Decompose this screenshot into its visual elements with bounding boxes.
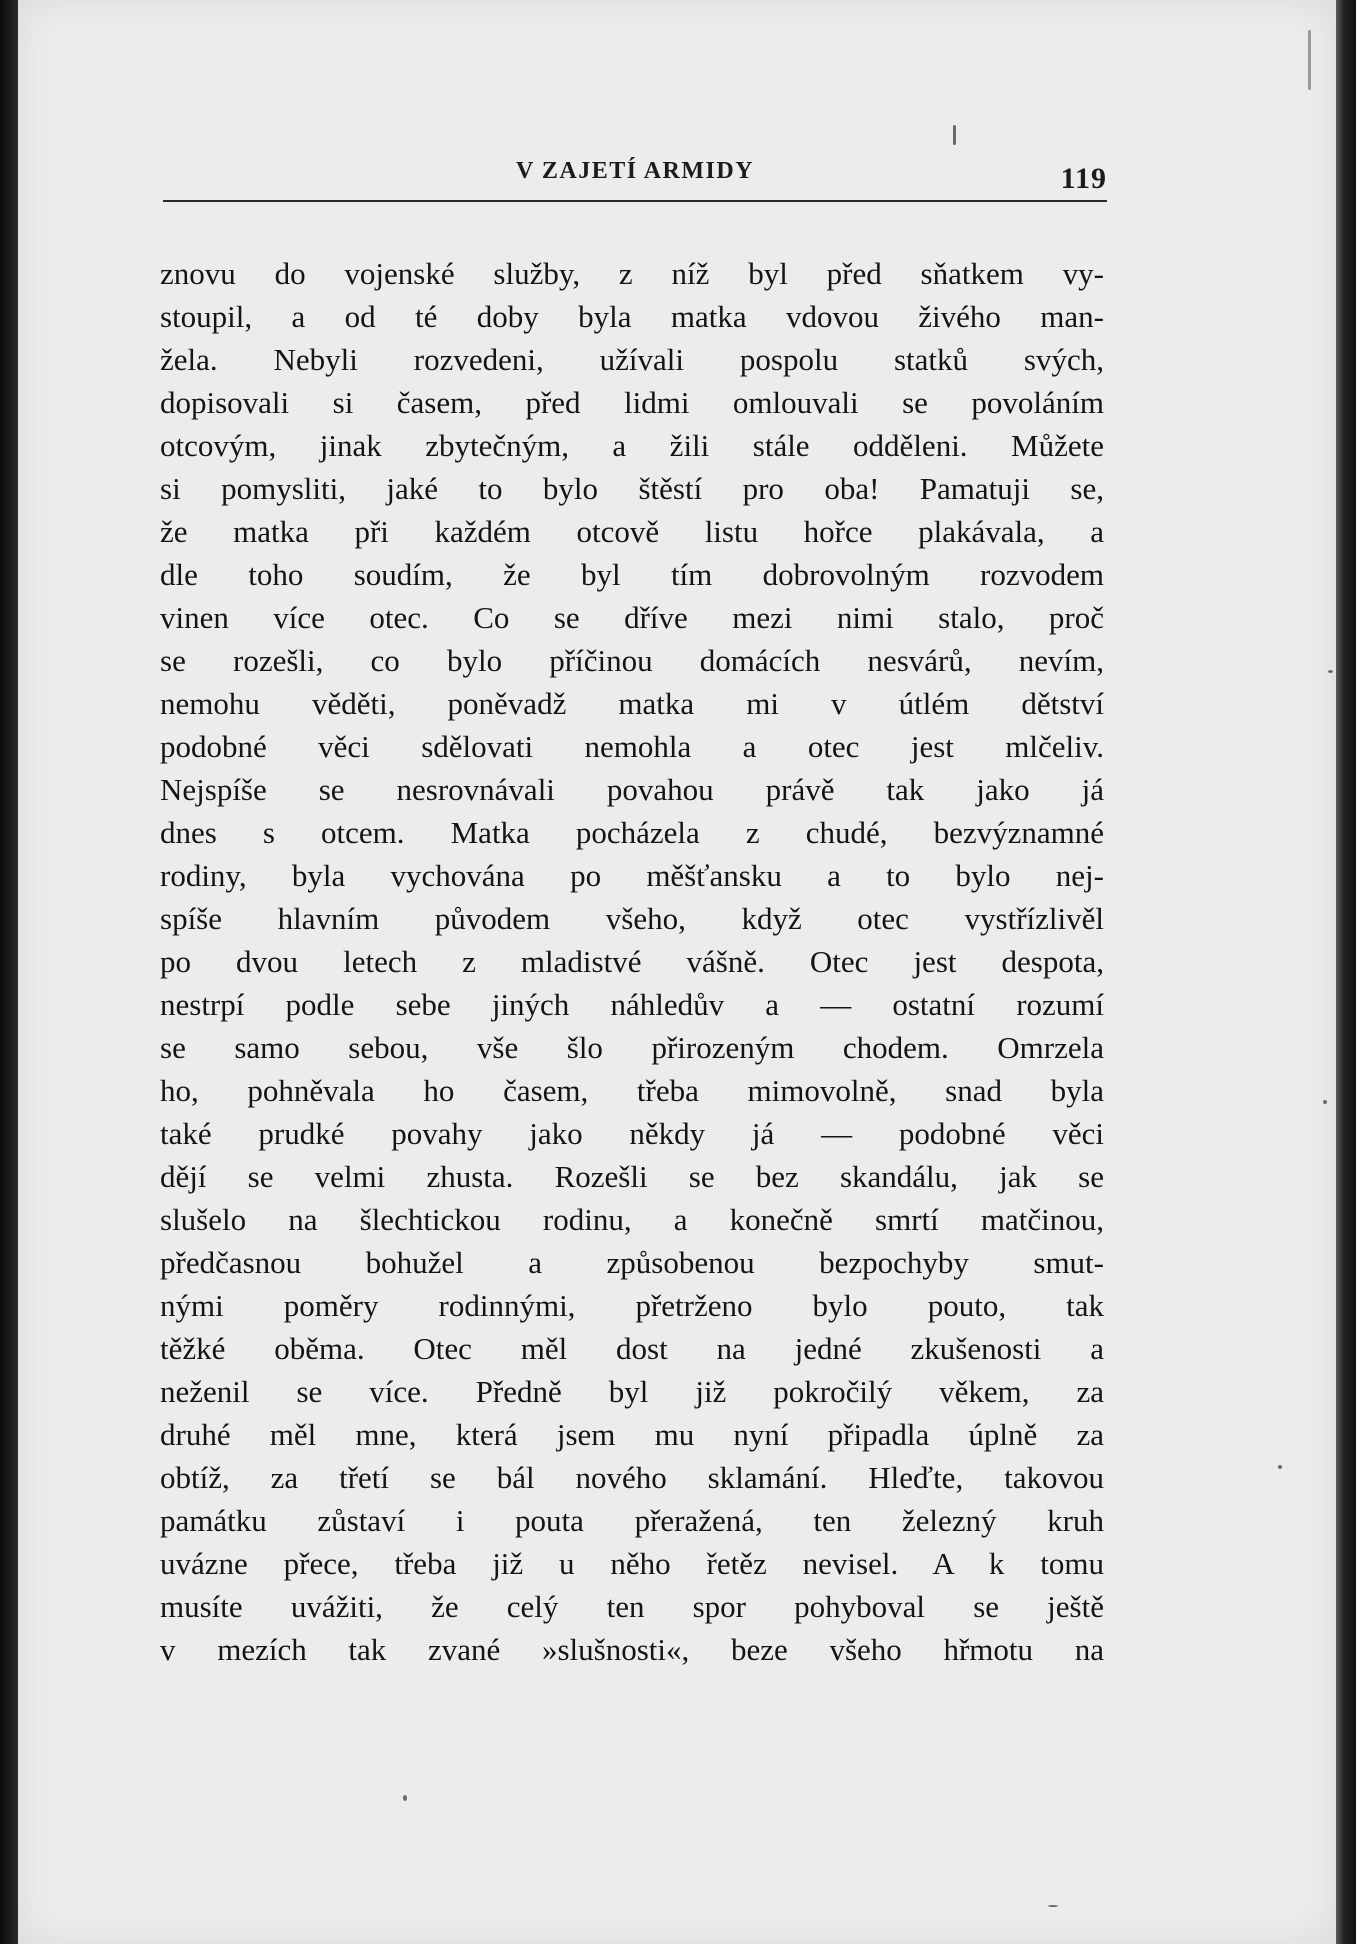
text-line: nestrpí podle sebe jiných náhledův a — ostatní rozumí bbox=[160, 987, 1104, 1022]
text-line: obtíž, za třetí se bál nového sklamání. Hleďte, takovou bbox=[160, 1460, 1104, 1495]
text-line: nými poměry rodinnými, přetrženo bylo pouto, tak bbox=[160, 1288, 1104, 1323]
text-line: rodiny, byla vychována po měšťansku a to bylo nej- bbox=[160, 858, 1104, 893]
text-line: památku zůstaví i pouta přeražená, ten železný kruh bbox=[160, 1503, 1104, 1538]
text-line: že matka při každém otcově listu hořce plakávala, a bbox=[160, 514, 1104, 549]
text-line: těžké oběma. Otec měl dost na jedné zkušenosti a bbox=[160, 1331, 1104, 1366]
body-text bbox=[160, 252, 1104, 1671]
paper-speck bbox=[1308, 30, 1311, 90]
text-line: uvázne přece, třeba již u něho řetěz nevisel. A k tomu bbox=[160, 1546, 1104, 1581]
text-line: neženil se více. Předně byl již pokročilý věkem, za bbox=[160, 1374, 1104, 1409]
text-line: dějí se velmi zhusta. Rozešli se bez skandálu, jak se bbox=[160, 1159, 1104, 1194]
text-line: musíte uvážiti, že celý ten spor pohyboval se ještě bbox=[160, 1589, 1104, 1624]
text-line: Nejspíše se nesrovnávali povahou právě tak jako já bbox=[160, 772, 1104, 807]
text-line: předčasnou bohužel a způsobenou bezpochyby smut- bbox=[160, 1245, 1104, 1280]
header-rule bbox=[163, 200, 1107, 202]
text-line: otcovým, jinak zbytečným, a žili stále odděleni. Můžete bbox=[160, 428, 1104, 463]
text-line: si pomysliti, jaké to bylo štěstí pro oba! Pamatuji se, bbox=[160, 471, 1104, 506]
text-line: dopisovali si časem, před lidmi omlouvali se povoláním bbox=[160, 385, 1104, 420]
text-line: stoupil, a od té doby byla matka vdovou živého man- bbox=[160, 299, 1104, 334]
text-line: se samo sebou, vše šlo přirozeným chodem. Omrzela bbox=[160, 1030, 1104, 1065]
paper-speck bbox=[1048, 1905, 1058, 1907]
text-line: druhé měl mne, která jsem mu nyní připadla úplně za bbox=[160, 1417, 1104, 1452]
text-line: v mezích tak zvané »slušnosti«, beze všeho hřmotu na bbox=[160, 1632, 1104, 1667]
text-line: spíše hlavním původem všeho, když otec vystřízlivěl bbox=[160, 901, 1104, 936]
page-number: 119 bbox=[1060, 162, 1107, 195]
text-line: dnes s otcem. Matka pocházela z chudé, bezvýznamné bbox=[160, 815, 1104, 850]
paper-speck bbox=[1328, 670, 1333, 673]
text-line: vinen více otec. Co se dříve mezi nimi stalo, proč bbox=[160, 600, 1104, 635]
text-line: nemohu věděti, poněvadž matka mi v útlém dětství bbox=[160, 686, 1104, 721]
text-line: po dvou letech z mladistvé vášně. Otec jest despota, bbox=[160, 944, 1104, 979]
paper-speck bbox=[1323, 1100, 1327, 1104]
text-line: se rozešli, co bylo příčinou domácích nesvárů, nevím, bbox=[160, 643, 1104, 678]
text-line: ho, pohněvala ho časem, třeba mimovolně, snad byla bbox=[160, 1073, 1104, 1108]
text-line: znovu do vojenské služby, z níž byl před sňatkem vy- bbox=[160, 256, 1104, 291]
running-title: V ZAJETÍ ARMIDY bbox=[515, 158, 755, 184]
page-header bbox=[163, 150, 1107, 206]
text-line: slušelo na šlechtickou rodinu, a konečně smrtí matčinou, bbox=[160, 1202, 1104, 1237]
text-line: dle toho soudím, že byl tím dobrovolným rozvodem bbox=[160, 557, 1104, 592]
text-line: žela. Nebyli rozvedeni, užívali pospolu statků svých, bbox=[160, 342, 1104, 377]
paper-speck bbox=[1278, 1465, 1282, 1469]
text-line: také prudké povahy jako někdy já — podobné věci bbox=[160, 1116, 1104, 1151]
text-line: podobné věci sdělovati nemohla a otec jest mlčeliv. bbox=[160, 729, 1104, 764]
paper-speck bbox=[403, 1795, 407, 1801]
scan-border-right bbox=[1336, 0, 1356, 1944]
scan-border-left bbox=[0, 0, 18, 1944]
paper-speck bbox=[953, 125, 956, 145]
